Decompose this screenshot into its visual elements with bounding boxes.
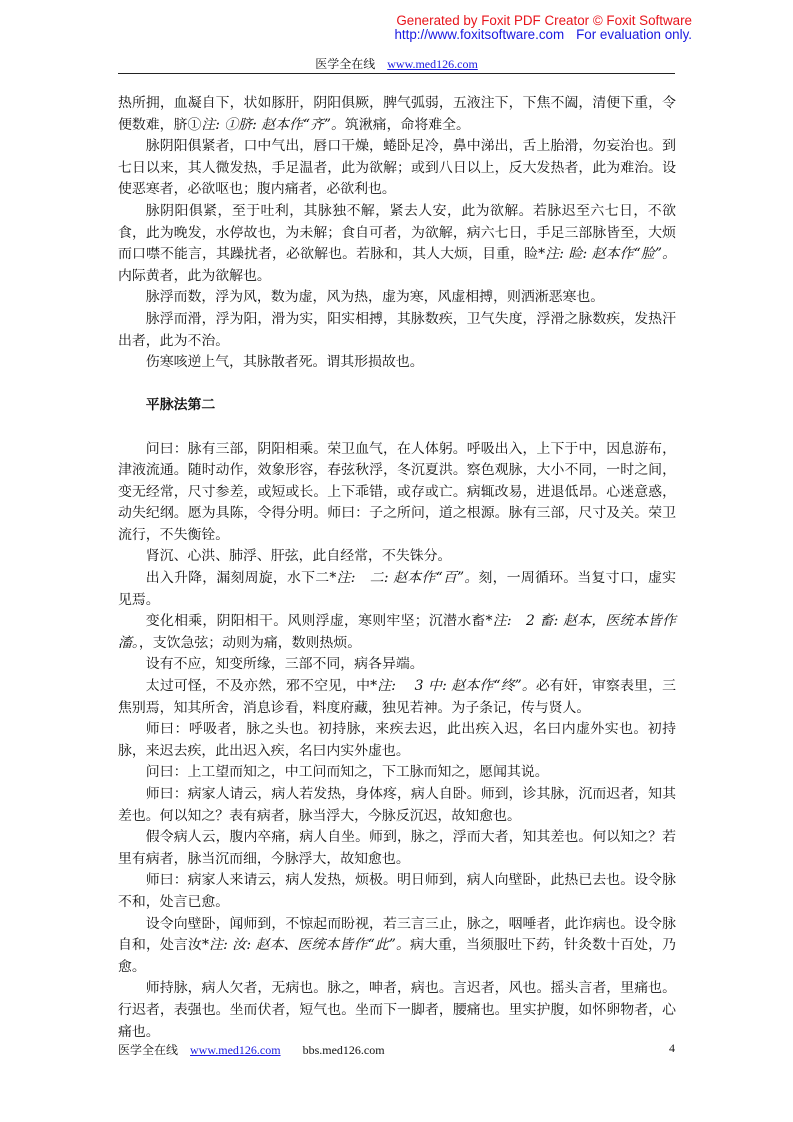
- paragraph-text: 设令向壁卧，闻师到，不惊起而盼视，若三言三止，脉之，咽唾者，此诈病也。设令脉自和，处言汝*: [118, 915, 676, 954]
- document-body: [118, 93, 676, 1043]
- paragraph: [118, 978, 676, 1043]
- footer-site-name: 医学全在线: [118, 1043, 179, 1057]
- paragraph-text: 伤寒咳逆上气，其脉散者死。谓其形损故也。: [145, 354, 424, 371]
- paragraph: [118, 719, 676, 762]
- page-header: [118, 55, 675, 72]
- paragraph: [118, 93, 676, 136]
- paragraph-text: 肾沉、心洪、肺浮、肝弦，此自经常，不失铢分。: [145, 548, 452, 565]
- paragraph: [118, 784, 676, 827]
- editorial-note: 注: 2 畜: 赵本，医统本皆作滀。: [118, 613, 676, 651]
- paragraph: [118, 136, 676, 201]
- paragraph: [118, 201, 676, 287]
- paragraph: [118, 546, 676, 568]
- paragraph: [118, 287, 676, 309]
- paragraph: [118, 568, 676, 611]
- paragraph-text: 师曰：病家人来请云，病人发热，烦极。明日师到，病人向壁卧，此热已去也。设令脉不和，处言已愈。: [118, 872, 676, 910]
- paragraph-text: 脉浮而数，浮为风，数为虚，风为热，虚为寒，风虚相搏，则洒淅恶寒也。: [145, 289, 605, 306]
- watermark-url[interactable]: http://www.foxitsoftware.com: [394, 27, 565, 42]
- header-site-name: 医学全在线: [315, 57, 376, 71]
- paragraph: [118, 611, 676, 654]
- paragraph-text: 脉阴阳俱紧者，口中气出，唇口干燥，蜷卧足冷，鼻中涕出，舌上胎滑，勿妄治也。到七日以来，其人微发热，手足温者，此为欲解；或到八日以上，反大发热者，此为难治。设使恶寒者，必欲呕也；腹内痛者，必欲利也。: [118, 138, 676, 198]
- paragraph-text: 问曰：上工望而知之，中工问而知之，下工脉而知之，愿闻其说。: [145, 764, 549, 781]
- paragraph-text: 内际黄者，此为欲解也。: [118, 267, 271, 284]
- paragraph-text: 变化相乘，阴阳相干。风则浮虚，寒则牢坚；沉潜水畜*: [145, 613, 493, 630]
- paragraph: [118, 914, 676, 979]
- foxit-watermark: [394, 14, 692, 42]
- footer-bbs-link: bbs.med126.com: [302, 1043, 385, 1057]
- paragraph-text: 刻，一周循环。当复寸口，虚实见焉。: [118, 570, 676, 608]
- paragraph-text: ，支饮急弦；动则为痛，数则热烦。: [138, 634, 362, 651]
- paragraph-text: 平脉法第二: [145, 397, 216, 414]
- paragraph: [118, 870, 676, 913]
- page-footer: [118, 1041, 675, 1058]
- paragraph-text: 太过可怪，不及亦然，邪不空见，中*: [145, 678, 378, 695]
- watermark-generator-text: Generated by Foxit PDF Creator © Foxit Software: [396, 13, 692, 28]
- paragraph-text: 假令病人云，腹内卒痛，病人自坐。师到，脉之，浮而大者，知其差也。何以知之？若里有病者，脉当沉而细，今脉浮大，故知愈也。: [118, 829, 676, 867]
- paragraph-text: 筑湫痛，命将难全。: [344, 116, 470, 133]
- paragraph: [118, 654, 676, 676]
- header-site-link[interactable]: www.med126.com: [387, 57, 478, 71]
- editorial-note: 注: 二: 赵本作“百”。: [336, 570, 479, 587]
- paragraph-text: 设有不应，知变所缘，三部不同，病各异端。: [145, 656, 424, 673]
- paragraph-text: 脉浮而滑，浮为阳，滑为实，阳实相搏，其脉数疾，卫气失度，浮滑之脉数疾，发热汗出者，此为不治。: [118, 310, 676, 349]
- paragraph: [118, 309, 676, 352]
- paragraph-text: 出入升降，漏刻周旋，水下二*: [145, 570, 337, 587]
- paragraph-text: 师持脉，病人欠者，无病也。脉之，呻者，病也。言迟者，风也。摇头言者，里痛也。行迟者，表强也。坐而伏者，短气也。坐而下一脚者，腰痛也。里实护腹，如怀卵物者，心痛也。: [118, 980, 676, 1040]
- paragraph: [118, 762, 676, 784]
- paragraph: [118, 352, 676, 374]
- paragraph-text: 师曰：病家人请云，病人若发热，身体疼，病人自卧。师到，诊其脉，沉而迟者，知其差也。何以知之？表有病者，脉当浮大，今脉反沉迟，故知愈也。: [118, 786, 676, 824]
- page-number: 4: [669, 1041, 675, 1055]
- paragraph-text: 病大重，当须服吐下药，针灸数十百处，乃愈。: [118, 937, 676, 975]
- section-heading: [118, 395, 676, 417]
- editorial-note: 注: ①脐: 赵本作“齐”。: [201, 116, 345, 133]
- editorial-note: 注: 睑: 赵本作“脸”。: [545, 246, 676, 263]
- paragraph-text: 问曰：脉有三部，阴阳相乘。荣卫血气，在人体躬。呼吸出入，上下于中，因息游布，津液流通。随时动作，效象形容，春弦秋浮，冬沉夏洪。察色观脉，大小不同，一时之间，变无经常，尺寸参差，或短或长。上下乖错，或存或亡。病辄改易，进退低昂。心迷意惑，动失纪纲。愿为具陈，令得分明。师曰：子之所问，道之根源。脉有三部，尺寸及关。荣卫流行，不失衡铨。: [118, 440, 676, 543]
- header-divider: [118, 73, 675, 74]
- paragraph: [118, 827, 676, 870]
- paragraph-text: 必有奸，审察表里，三焦别焉，知其所舍，消息诊看，料度府藏，独见若神。为子条记，传与贤人。: [118, 678, 676, 716]
- watermark-evaluation-note: For evaluation only.: [576, 27, 692, 42]
- paragraph-text: 师曰：呼吸者，脉之头也。初持脉，来疾去迟，此出疾入迟，名曰内虚外实也。初持脉，来迟去疾，此出迟入疾，名曰内实外虚也。: [118, 721, 676, 759]
- paragraph: [118, 676, 676, 719]
- editorial-note: 注: 3 中: 赵本作“终”。: [377, 678, 536, 695]
- paragraph-text: 热所拥，血凝自下，状如豚肝，阴阳俱厥，脾气弧弱，五液注下，下焦不阖，清便下重，令便数难，脐①: [118, 95, 676, 133]
- editorial-note: 注: 汝: 赵本、医统本皆作“此”。: [208, 937, 411, 954]
- paragraph-text: 脉阴阳俱紧，至于吐利，其脉独不解，紧去人安，此为欲解。若脉迟至六七日，不欲食，此为晚发，水停故也，为未解；食自可者，为欲解，病六七日，手足三部脉皆至，大烦而口噤不能言，其躁扰者，必欲解也。若脉和，其人大烦，目重，睑*: [118, 202, 676, 263]
- footer-site-link[interactable]: www.med126.com: [190, 1043, 281, 1057]
- paragraph: [118, 439, 676, 547]
